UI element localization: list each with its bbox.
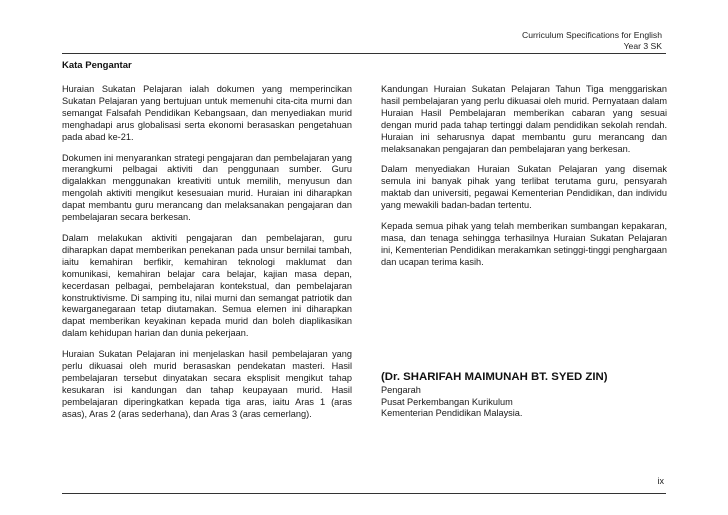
right-paragraph-1: Kandungan Huraian Sukatan Pelajaran Tahun Tiga menggariskan hasil pembelajaran yang perlu dikuasai oleh murid. Pernyataan dalam Huraian Hasil Pembelajaran memberikan cabaran yang sesuai dengan murid pada tahap tertinggi dalam pendidikan sekolah rendah. Huraian ini seharusnya dapat membantu guru merancang dan melaksanakan pengajaran dan pembelajaran yang berkesan. [381, 84, 667, 154]
left-paragraph-1: Huraian Sukatan Pelajaran ialah dokumen yang memperincikan Sukatan Pelajaran yang bertujuan untuk memenuhi cita-cita murni dan semangat Falsafah Pendidikan Kebangsaan, dan menyediakan murid menghadapi arus globalisasi serta ekonomi berasaskan pengetahuan pada abad ke-21. [62, 84, 352, 142]
header-line-2: Year 3 SK [623, 41, 662, 51]
right-column [381, 84, 667, 278]
running-header [522, 30, 662, 52]
top-rule [62, 53, 666, 54]
left-paragraph-3: Dalam melakukan aktiviti pengajaran dan pembelajaran, guru diharapkan dapat memberikan penekanan pada unsur bernilai tambah, iaitu kemahiran berfikir, kemahiran teknologi maklumat dan komunikasi, kemahiran belajar cara belajar, kajian masa depan, kecerdasan pelbagai, pembelajaran kontekstual, dan pembelajaran konstruktivisme. Di samping itu, nilai murni dan semangat patriotik dan kewarganegaraan tetap diutamakan. Semua elemen ini diharapkan dapat memberikan keyakinan kepada murid dan boleh diaplikasikan dalam kehidupan harian dan dunia pekerjaan. [62, 232, 352, 339]
page-number: ix [657, 476, 664, 486]
right-paragraph-2: Dalam menyediakan Huraian Sukatan Pelajaran yang disemak semula ini banyak pihak yang terlibat terutama guru, pensyarah maktab dan universiti, pegawai Kementerian Pendidikan, dan individu yang mewakili badan-badan tertentu. [381, 164, 667, 211]
page-title: Kata Pengantar [62, 60, 132, 71]
left-paragraph-2: Dokumen ini menyarankan strategi pengajaran dan pembelajaran yang merangkumi pelbagai aktiviti dan penggunaan sumber. Guru digalakkan menggunakan kreativiti untuk memilih, menyusun dan mengolah aktiviti mengikut kesesuaian murid. Huraian ini diharapkan dapat membantu guru merancang dan melaksanakan pengajaran dan pembelajaran secara berkesan. [62, 152, 352, 223]
right-paragraph-3: Kepada semua pihak yang telah memberikan sumbangan kepakaran, masa, dan tenaga sehingga terhasilnya Huraian Sukatan Pelajaran ini, Kementerian Pendidikan merakamkan setinggi-tinggi penghargaan dan ucapan terima kasih. [381, 221, 668, 267]
signatory-name: (Dr. SHARIFAH MAIMUNAH BT. SYED ZIN) [381, 371, 608, 383]
left-column [62, 84, 352, 430]
bottom-rule [62, 493, 666, 494]
header-line-1: Curriculum Specifications for English [522, 30, 662, 40]
signature-block [381, 370, 671, 420]
signatory-title: Pengarah [381, 385, 421, 395]
signatory-organization: Pusat Perkembangan Kurikulum [381, 396, 513, 407]
left-paragraph-4: Huraian Sukatan Pelajaran ini menjelaskan hasil pembelajaran yang perlu dikuasai oleh murid berasaskan pendekatan masteri. Hasil pembelajaran tersebut dinyatakan secara eksplisit mengikut tahap kesukaran isi kandungan dan tahap keupayaan murid. Hasil pembelajaran diperingkatkan kepada tiga aras, iaitu Aras 1 (aras asas), Aras 2 (aras sederhana), dan Aras 3 (aras cemerlang). [62, 349, 352, 419]
signatory-ministry: Kementerian Pendidikan Malaysia. [381, 408, 523, 419]
